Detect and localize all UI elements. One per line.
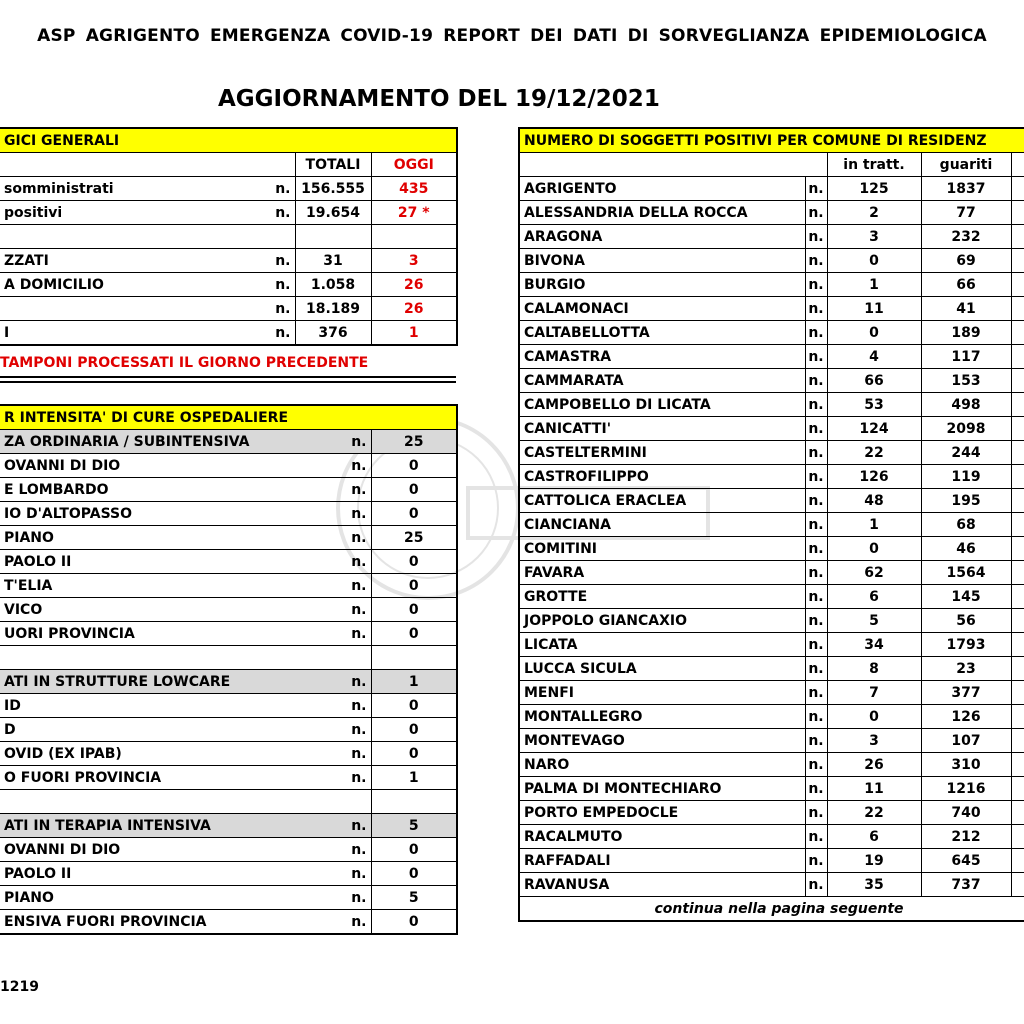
municipality-row xyxy=(519,393,1024,417)
municipality-guariti: 119 xyxy=(921,465,1011,489)
municipality-unit: n. xyxy=(805,585,827,609)
general-row-today xyxy=(371,225,457,249)
municipality-unit: n. xyxy=(805,225,827,249)
municipality-unit: n. xyxy=(805,249,827,273)
municipality-name: CATTOLICA ERACLEA xyxy=(519,489,805,513)
footer-code: 1219 xyxy=(0,979,39,995)
municipality-guariti: 77 xyxy=(921,201,1011,225)
municipality-guariti: 212 xyxy=(921,825,1011,849)
general-row-total: 1.058 xyxy=(295,273,371,297)
municipality-in-tratt: 3 xyxy=(827,729,921,753)
general-row xyxy=(0,225,457,249)
report-title: ASP AGRIGENTO EMERGENZA COVID-19 REPORT DEI DATI DI SORVEGLIANZA EPIDEMIOLOGICA xyxy=(37,26,987,46)
municipality-unit: n. xyxy=(805,177,827,201)
hospital-row-label: E LOMBARDO xyxy=(0,478,301,502)
hospital-row-unit: n. xyxy=(301,838,371,862)
hospital-row-value: 1 xyxy=(371,766,457,790)
general-row xyxy=(0,249,457,273)
hospital-row-label: IO D'ALTOPASSO xyxy=(0,502,301,526)
update-date: AGGIORNAMENTO DEL 19/12/2021 xyxy=(218,86,660,112)
hospital-row-label: ENSIVA FUORI PROVINCIA xyxy=(0,910,301,935)
hospital-title: R INTENSITA' DI CURE OSPEDALIERE xyxy=(0,405,457,430)
municipality-row xyxy=(519,609,1024,633)
hospital-row-unit: n. xyxy=(301,718,371,742)
hospital-row xyxy=(0,862,457,886)
municipality-name: MENFI xyxy=(519,681,805,705)
hospital-row-label: ATI IN STRUTTURE LOWCARE xyxy=(0,670,301,694)
hospital-row-value: 0 xyxy=(371,838,457,862)
hospital-row-label xyxy=(0,790,301,814)
municipality-row xyxy=(519,201,1024,225)
municipality-row xyxy=(519,417,1024,441)
hospital-row xyxy=(0,694,457,718)
municipality-name: CANICATTI' xyxy=(519,417,805,441)
hospital-row xyxy=(0,574,457,598)
hospital-row-value: 0 xyxy=(371,550,457,574)
municipality-in-tratt: 8 xyxy=(827,657,921,681)
hospital-row-value: 0 xyxy=(371,742,457,766)
municipality-in-tratt: 2 xyxy=(827,201,921,225)
municipality-in-tratt: 0 xyxy=(827,321,921,345)
general-row-total: 18.189 xyxy=(295,297,371,321)
municipality-in-tratt: 22 xyxy=(827,441,921,465)
hospital-row xyxy=(0,454,457,478)
municipality-unit: n. xyxy=(805,345,827,369)
municipality-row xyxy=(519,321,1024,345)
municipality-unit: n. xyxy=(805,705,827,729)
municipality-guariti: 189 xyxy=(921,321,1011,345)
hospital-row-unit: n. xyxy=(301,694,371,718)
hospital-row xyxy=(0,814,457,838)
hospital-row-value: 0 xyxy=(371,910,457,935)
hospital-row-unit: n. xyxy=(301,478,371,502)
municipality-guariti: 46 xyxy=(921,537,1011,561)
municipality-unit: n. xyxy=(805,777,827,801)
municipality-name: CASTELTERMINI xyxy=(519,441,805,465)
municipality-name: CAMPOBELLO DI LICATA xyxy=(519,393,805,417)
municipality-guariti: 1793 xyxy=(921,633,1011,657)
municipality-row xyxy=(519,513,1024,537)
hospital-row xyxy=(0,790,457,814)
municipality-name: PALMA DI MONTECHIARO xyxy=(519,777,805,801)
municipality-guariti: 740 xyxy=(921,801,1011,825)
municipality-row xyxy=(519,465,1024,489)
general-row-today: 435 xyxy=(371,177,457,201)
hospital-row-unit xyxy=(301,790,371,814)
municipality-row xyxy=(519,777,1024,801)
municipality-in-tratt: 11 xyxy=(827,297,921,321)
hospital-row-value xyxy=(371,790,457,814)
hospital-row-label: OVANNI DI DIO xyxy=(0,838,301,862)
municipality-name: CIANCIANA xyxy=(519,513,805,537)
municipality-in-tratt: 53 xyxy=(827,393,921,417)
general-row-label xyxy=(0,297,225,321)
municipality-row xyxy=(519,681,1024,705)
municipality-guariti: 498 xyxy=(921,393,1011,417)
municipality-unit: n. xyxy=(805,489,827,513)
hospital-row-unit: n. xyxy=(301,766,371,790)
hospital-row-value: 25 xyxy=(371,430,457,454)
municipality-row xyxy=(519,273,1024,297)
municipality-name: COMITINI xyxy=(519,537,805,561)
municipality-name: CALTABELLOTTA xyxy=(519,321,805,345)
municipality-in-tratt: 22 xyxy=(827,801,921,825)
municipality-row xyxy=(519,849,1024,873)
hospital-row-value: 0 xyxy=(371,574,457,598)
municipality-name: CAMMARATA xyxy=(519,369,805,393)
hospital-row-label: T'ELIA xyxy=(0,574,301,598)
hospital-row-label: PIANO xyxy=(0,526,301,550)
municipality-name: GROTTE xyxy=(519,585,805,609)
municipality-row xyxy=(519,345,1024,369)
general-row-unit: n. xyxy=(225,201,295,225)
general-row-unit: n. xyxy=(225,249,295,273)
continue-note: continua nella pagina seguente xyxy=(519,897,1024,922)
municipality-unit: n. xyxy=(805,465,827,489)
municipality-guariti: 153 xyxy=(921,369,1011,393)
hospital-row xyxy=(0,526,457,550)
municipality-name: AGRIGENTO xyxy=(519,177,805,201)
municipality-unit: n. xyxy=(805,657,827,681)
municipality-guariti: 1564 xyxy=(921,561,1011,585)
general-row-label xyxy=(0,225,225,249)
municipality-guariti: 23 xyxy=(921,657,1011,681)
municipality-name: BIVONA xyxy=(519,249,805,273)
general-row xyxy=(0,201,457,225)
hospital-row-unit xyxy=(301,646,371,670)
hospital-row xyxy=(0,478,457,502)
municipality-row xyxy=(519,801,1024,825)
municipality-name: RAFFADALI xyxy=(519,849,805,873)
general-row-today: 26 xyxy=(371,273,457,297)
municipality-guariti: 107 xyxy=(921,729,1011,753)
municipality-row xyxy=(519,657,1024,681)
municipality-in-tratt: 4 xyxy=(827,345,921,369)
municipality-unit: n. xyxy=(805,681,827,705)
hospital-row-value: 0 xyxy=(371,622,457,646)
municipality-unit: n. xyxy=(805,753,827,777)
general-row-unit: n. xyxy=(225,177,295,201)
hospital-row-value: 0 xyxy=(371,718,457,742)
hospital-row-unit: n. xyxy=(301,430,371,454)
hospital-row xyxy=(0,838,457,862)
separator-line xyxy=(0,376,456,378)
hospital-row-value: 0 xyxy=(371,478,457,502)
separator-line xyxy=(0,381,456,383)
hospital-row-value xyxy=(371,646,457,670)
general-row-total xyxy=(295,225,371,249)
municipality-in-tratt: 126 xyxy=(827,465,921,489)
general-row xyxy=(0,273,457,297)
general-row-today: 26 xyxy=(371,297,457,321)
hospital-row-label: VICO xyxy=(0,598,301,622)
hospital-row-value: 0 xyxy=(371,502,457,526)
municipality-in-tratt: 48 xyxy=(827,489,921,513)
hospital-row-value: 0 xyxy=(371,454,457,478)
hospital-row-label: OVANNI DI DIO xyxy=(0,454,301,478)
municipality-in-tratt: 26 xyxy=(827,753,921,777)
municipality-unit: n. xyxy=(805,729,827,753)
hospital-row-unit: n. xyxy=(301,526,371,550)
municipality-unit: n. xyxy=(805,537,827,561)
hospital-row-value: 1 xyxy=(371,670,457,694)
municipality-unit: n. xyxy=(805,201,827,225)
hospital-row-unit: n. xyxy=(301,622,371,646)
municipality-guariti: 244 xyxy=(921,441,1011,465)
municipality-guariti: 41 xyxy=(921,297,1011,321)
municipality-name: ALESSANDRIA DELLA ROCCA xyxy=(519,201,805,225)
municipality-guariti: 117 xyxy=(921,345,1011,369)
hospital-row xyxy=(0,886,457,910)
municipality-name: CASTROFILIPPO xyxy=(519,465,805,489)
hospital-row-value: 5 xyxy=(371,886,457,910)
hospital-row xyxy=(0,430,457,454)
municipality-unit: n. xyxy=(805,321,827,345)
municipality-row xyxy=(519,825,1024,849)
hospital-row-label: PAOLO II xyxy=(0,862,301,886)
municipality-unit: n. xyxy=(805,633,827,657)
municipality-name: LICATA xyxy=(519,633,805,657)
hospital-row-label: UORI PROVINCIA xyxy=(0,622,301,646)
hospital-row xyxy=(0,502,457,526)
municipality-in-tratt: 11 xyxy=(827,777,921,801)
municipality-row xyxy=(519,369,1024,393)
general-row-unit xyxy=(225,225,295,249)
hospital-row-unit: n. xyxy=(301,742,371,766)
general-note: TAMPONI PROCESSATI IL GIORNO PRECEDENTE xyxy=(0,355,369,371)
municipality-row xyxy=(519,753,1024,777)
general-row-unit: n. xyxy=(225,273,295,297)
hospital-row-value: 0 xyxy=(371,598,457,622)
municipality-in-tratt: 6 xyxy=(827,825,921,849)
municipality-name: MONTALLEGRO xyxy=(519,705,805,729)
hospital-row-unit: n. xyxy=(301,598,371,622)
municipality-unit: n. xyxy=(805,873,827,897)
hospital-row-label: ZA ORDINARIA / SUBINTENSIVA xyxy=(0,430,301,454)
hospital-row-value: 0 xyxy=(371,694,457,718)
municipality-unit: n. xyxy=(805,513,827,537)
municipality-in-tratt: 125 xyxy=(827,177,921,201)
hospital-row-unit: n. xyxy=(301,814,371,838)
hospital-row-label: ID xyxy=(0,694,301,718)
hospital-row xyxy=(0,622,457,646)
hospital-row-unit: n. xyxy=(301,574,371,598)
municipality-guariti: 737 xyxy=(921,873,1011,897)
hospital-row-unit: n. xyxy=(301,910,371,935)
general-row xyxy=(0,297,457,321)
municipality-in-tratt: 66 xyxy=(827,369,921,393)
municipality-unit: n. xyxy=(805,273,827,297)
general-row-label: positivi xyxy=(0,201,225,225)
hospital-row xyxy=(0,550,457,574)
municipality-name: RACALMUTO xyxy=(519,825,805,849)
municipality-guariti: 310 xyxy=(921,753,1011,777)
municipality-unit: n. xyxy=(805,441,827,465)
municipality-row xyxy=(519,729,1024,753)
municipality-guariti: 232 xyxy=(921,225,1011,249)
municipality-row xyxy=(519,705,1024,729)
municipality-name: MONTEVAGO xyxy=(519,729,805,753)
general-row-total: 156.555 xyxy=(295,177,371,201)
municipalities-title: NUMERO DI SOGGETTI POSITIVI PER COMUNE DI RESIDENZ xyxy=(519,128,1024,153)
municipality-in-tratt: 124 xyxy=(827,417,921,441)
hospital-table xyxy=(0,404,458,935)
municipality-unit: n. xyxy=(805,393,827,417)
municipality-row xyxy=(519,585,1024,609)
municipality-row xyxy=(519,633,1024,657)
municipality-row xyxy=(519,489,1024,513)
general-row-total: 19.654 xyxy=(295,201,371,225)
col-header-oggi: OGGI xyxy=(371,153,457,177)
municipality-in-tratt: 1 xyxy=(827,273,921,297)
hospital-row xyxy=(0,646,457,670)
general-row-total: 31 xyxy=(295,249,371,273)
municipality-guariti: 56 xyxy=(921,609,1011,633)
municipality-in-tratt: 0 xyxy=(827,537,921,561)
municipality-name: NARO xyxy=(519,753,805,777)
general-row-today: 1 xyxy=(371,321,457,346)
hospital-row-label: O FUORI PROVINCIA xyxy=(0,766,301,790)
municipality-name: CAMASTRA xyxy=(519,345,805,369)
hospital-row-label: ATI IN TERAPIA INTENSIVA xyxy=(0,814,301,838)
col-header-totali: TOTALI xyxy=(295,153,371,177)
hospital-row-value: 25 xyxy=(371,526,457,550)
general-row-label: somministrati xyxy=(0,177,225,201)
hospital-row-unit: n. xyxy=(301,886,371,910)
general-data-table xyxy=(0,127,458,346)
municipality-row xyxy=(519,537,1024,561)
municipality-unit: n. xyxy=(805,369,827,393)
municipality-in-tratt: 19 xyxy=(827,849,921,873)
municipality-in-tratt: 3 xyxy=(827,225,921,249)
municipality-name: ARAGONA xyxy=(519,225,805,249)
hospital-row-unit: n. xyxy=(301,862,371,886)
municipality-guariti: 69 xyxy=(921,249,1011,273)
hospital-row xyxy=(0,910,457,935)
hospital-row-label: D xyxy=(0,718,301,742)
municipality-in-tratt: 6 xyxy=(827,585,921,609)
municipality-name: FAVARA xyxy=(519,561,805,585)
municipality-name: JOPPOLO GIANCAXIO xyxy=(519,609,805,633)
municipality-guariti: 68 xyxy=(921,513,1011,537)
municipality-name: LUCCA SICULA xyxy=(519,657,805,681)
municipality-in-tratt: 0 xyxy=(827,705,921,729)
municipality-guariti: 645 xyxy=(921,849,1011,873)
municipality-name: PORTO EMPEDOCLE xyxy=(519,801,805,825)
col-header-in-tratt: in tratt. xyxy=(827,153,921,177)
municipality-in-tratt: 1 xyxy=(827,513,921,537)
municipality-guariti: 126 xyxy=(921,705,1011,729)
hospital-row-unit: n. xyxy=(301,550,371,574)
municipality-guariti: 145 xyxy=(921,585,1011,609)
municipality-unit: n. xyxy=(805,609,827,633)
hospital-row-value: 5 xyxy=(371,814,457,838)
municipality-row xyxy=(519,225,1024,249)
municipality-guariti: 1216 xyxy=(921,777,1011,801)
hospital-row xyxy=(0,670,457,694)
municipality-in-tratt: 34 xyxy=(827,633,921,657)
hospital-row-label: PIANO xyxy=(0,886,301,910)
municipality-guariti: 66 xyxy=(921,273,1011,297)
municipality-unit: n. xyxy=(805,297,827,321)
hospital-row-label xyxy=(0,646,301,670)
municipality-row xyxy=(519,297,1024,321)
hospital-row xyxy=(0,718,457,742)
municipality-guariti: 1837 xyxy=(921,177,1011,201)
municipality-row xyxy=(519,249,1024,273)
general-row-label: I xyxy=(0,321,225,346)
municipality-in-tratt: 62 xyxy=(827,561,921,585)
municipality-in-tratt: 35 xyxy=(827,873,921,897)
municipality-unit: n. xyxy=(805,561,827,585)
municipality-row xyxy=(519,873,1024,897)
municipalities-table xyxy=(518,127,1024,922)
municipality-guariti: 377 xyxy=(921,681,1011,705)
general-row-label: A DOMICILIO xyxy=(0,273,225,297)
hospital-row-label: OVID (EX IPAB) xyxy=(0,742,301,766)
hospital-row xyxy=(0,766,457,790)
general-row-total: 376 xyxy=(295,321,371,346)
municipality-row xyxy=(519,177,1024,201)
municipality-guariti: 195 xyxy=(921,489,1011,513)
municipality-in-tratt: 5 xyxy=(827,609,921,633)
general-row xyxy=(0,321,457,346)
hospital-row xyxy=(0,742,457,766)
general-row-today: 3 xyxy=(371,249,457,273)
hospital-row-label: PAOLO II xyxy=(0,550,301,574)
col-header-guariti: guariti xyxy=(921,153,1011,177)
municipality-row xyxy=(519,561,1024,585)
hospital-row-unit: n. xyxy=(301,454,371,478)
hospital-row-value: 0 xyxy=(371,862,457,886)
general-row-unit: n. xyxy=(225,297,295,321)
municipality-row xyxy=(519,441,1024,465)
municipality-unit: n. xyxy=(805,801,827,825)
municipality-unit: n. xyxy=(805,849,827,873)
municipality-guariti: 2098 xyxy=(921,417,1011,441)
municipality-unit: n. xyxy=(805,417,827,441)
general-row-today: 27 * xyxy=(371,201,457,225)
hospital-row-unit: n. xyxy=(301,670,371,694)
hospital-row-unit: n. xyxy=(301,502,371,526)
general-row-unit: n. xyxy=(225,321,295,346)
municipality-unit: n. xyxy=(805,825,827,849)
general-row-label: ZZATI xyxy=(0,249,225,273)
municipality-name: BURGIO xyxy=(519,273,805,297)
general-title: GICI GENERALI xyxy=(0,128,457,153)
municipality-in-tratt: 7 xyxy=(827,681,921,705)
municipality-name: RAVANUSA xyxy=(519,873,805,897)
municipality-name: CALAMONACI xyxy=(519,297,805,321)
hospital-row xyxy=(0,598,457,622)
municipality-in-tratt: 0 xyxy=(827,249,921,273)
general-row xyxy=(0,177,457,201)
